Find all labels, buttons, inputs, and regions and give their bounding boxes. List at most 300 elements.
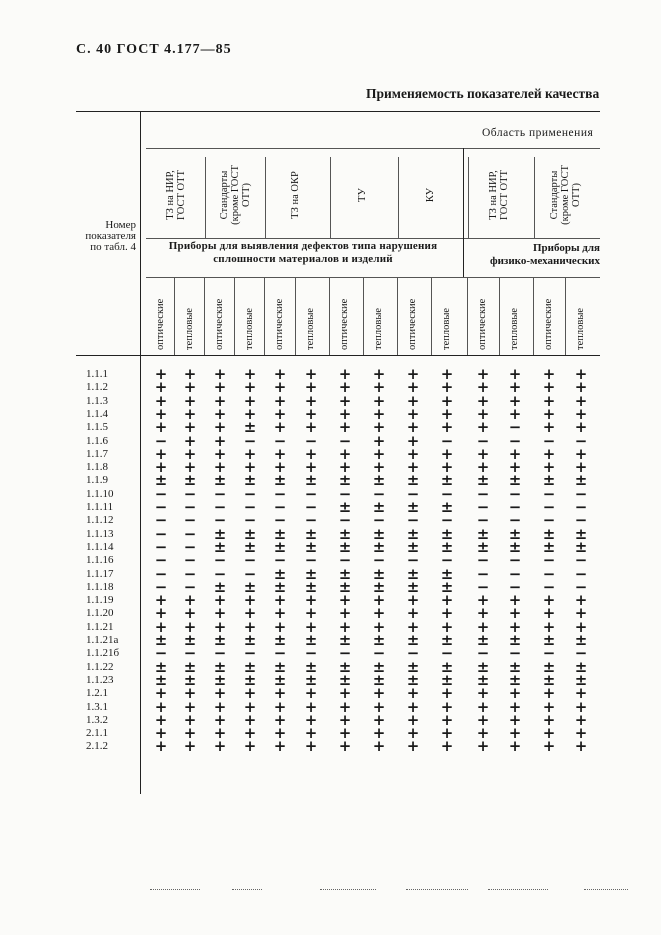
table-cell: − <box>183 511 197 530</box>
table-cell: + <box>508 617 522 636</box>
row-label: 1.1.16 <box>86 554 114 567</box>
table-cell: ± <box>440 564 454 583</box>
table-cell: + <box>542 591 556 610</box>
sub-column-divider <box>533 278 534 355</box>
table-cell: + <box>243 737 257 756</box>
table-cell: + <box>508 444 522 463</box>
sub-column-label: оптические <box>477 298 488 350</box>
table-cell: − <box>476 498 490 516</box>
table-cell: − <box>476 511 490 530</box>
sub-column-divider <box>467 278 468 355</box>
group-label-line: физико-механических <box>489 255 600 267</box>
table-cell: + <box>338 604 352 623</box>
table-cell: − <box>273 484 287 503</box>
table-cell: + <box>213 604 227 623</box>
table-cell: + <box>213 591 227 610</box>
row-label: 1.1.14 <box>86 540 114 553</box>
table-cell: + <box>508 458 522 477</box>
row-label: 1.1.8 <box>86 461 108 474</box>
table-cell: ± <box>243 631 257 649</box>
table-cell: ± <box>154 670 168 689</box>
sub-column-divider <box>329 278 330 355</box>
table-cell: ± <box>273 524 287 543</box>
table-cell: + <box>476 591 490 610</box>
group-label-line: Приборы для выявления дефектов типа нарушения <box>168 240 438 252</box>
table-cell: + <box>304 737 318 756</box>
row-label: 1.1.21 <box>86 620 114 633</box>
table-cell: − <box>273 644 287 663</box>
table-cell: + <box>574 458 588 477</box>
doc-column-label-line: (кроме ГОСТ <box>229 165 241 225</box>
row-label: 2.1.2 <box>86 740 108 753</box>
table-cell: + <box>574 697 588 716</box>
row-label: 1.1.21а <box>86 634 119 646</box>
table-cell: + <box>406 684 420 703</box>
row-label: 2.1.1 <box>86 727 108 740</box>
table-cell: + <box>372 378 386 397</box>
row-header <box>72 220 136 253</box>
table-cell: − <box>542 551 556 570</box>
table-cell: ± <box>476 657 490 676</box>
table-cell: + <box>476 724 490 743</box>
table-cell: ± <box>213 657 227 676</box>
table-cell: + <box>243 365 257 383</box>
table-cell: ± <box>338 564 352 583</box>
table-cell: + <box>154 710 168 729</box>
table-cell: − <box>508 431 522 450</box>
table-cell: + <box>542 724 556 743</box>
table-cell: ± <box>406 577 420 596</box>
table-cell: + <box>243 378 257 397</box>
table-cell: + <box>440 724 454 743</box>
table-cell: + <box>273 391 287 410</box>
table-cell: ± <box>338 471 352 490</box>
table-cell: ± <box>574 657 588 676</box>
sub-column-divider <box>499 278 500 355</box>
table-cell: − <box>372 644 386 663</box>
table-cell: ± <box>542 631 556 649</box>
table-cell: + <box>574 378 588 397</box>
table-cell: − <box>154 577 168 596</box>
table-cell: + <box>154 391 168 410</box>
table-cell: + <box>406 591 420 610</box>
header-bottom-rule <box>76 355 600 356</box>
table-cell: ± <box>213 471 227 490</box>
table-cell: + <box>372 391 386 410</box>
table-cell: ± <box>213 670 227 689</box>
sub-column-divider <box>431 278 432 355</box>
doc-column-label <box>165 156 187 234</box>
sub-column-label: оптические <box>155 298 166 350</box>
table-cell: ± <box>304 670 318 689</box>
table-cell: ± <box>372 471 386 490</box>
table-cell: + <box>338 404 352 423</box>
doc-column-label <box>290 156 301 234</box>
table-cell: + <box>273 444 287 463</box>
table-cell: + <box>476 444 490 463</box>
table-cell: ± <box>476 471 490 490</box>
row-header-line: показателя <box>85 230 136 242</box>
table-cell: + <box>243 591 257 610</box>
table-cell: ± <box>372 564 386 583</box>
table-cell: + <box>243 604 257 623</box>
table-cell: + <box>574 710 588 729</box>
doc-column-label-line: ТЗ на НИР, <box>164 170 176 220</box>
table-cell: + <box>440 365 454 383</box>
table-cell: + <box>338 710 352 729</box>
table-cell: ± <box>273 670 287 689</box>
table-cell: − <box>542 564 556 583</box>
table-cell: + <box>372 604 386 623</box>
table-cell: + <box>304 365 318 383</box>
table-cell: ± <box>508 471 522 490</box>
table-cell: ± <box>508 524 522 543</box>
table-cell: − <box>406 644 420 663</box>
table-cell: + <box>338 444 352 463</box>
table-cell: + <box>273 737 287 756</box>
table-cell: ± <box>508 670 522 689</box>
table-cell: + <box>372 404 386 423</box>
table-cell: − <box>154 551 168 570</box>
row-label: 1.1.17 <box>86 567 114 580</box>
table-cell: − <box>154 524 168 543</box>
doc-column-label <box>425 156 436 234</box>
table-cell: + <box>183 418 197 437</box>
table-cell: + <box>574 684 588 703</box>
scan-speck <box>406 889 468 891</box>
table-cell: + <box>440 391 454 410</box>
table-cell: + <box>304 604 318 623</box>
doc-column-label-line: КУ <box>424 187 436 203</box>
table-cell: + <box>406 724 420 743</box>
table-cell: − <box>574 551 588 570</box>
sub-column-label: оптические <box>543 298 554 350</box>
table-cell: − <box>476 551 490 570</box>
table-cell: + <box>243 684 257 703</box>
table-cell: − <box>574 577 588 596</box>
page-header: С. 40 ГОСТ 4.177—85 <box>76 42 232 57</box>
table-cell: + <box>440 604 454 623</box>
table-cell: − <box>183 498 197 516</box>
table-cell: − <box>338 644 352 663</box>
table-cell: ± <box>440 537 454 556</box>
table-cell: ± <box>508 537 522 556</box>
table-cell: + <box>574 404 588 423</box>
table-cell: + <box>440 458 454 477</box>
table-cell: + <box>542 378 556 397</box>
table-cell: ± <box>243 471 257 490</box>
table-cell: + <box>183 365 197 383</box>
table-cell: − <box>406 551 420 570</box>
table-cell: + <box>338 737 352 756</box>
table-cell: + <box>213 378 227 397</box>
table-cell: ± <box>542 670 556 689</box>
table-cell: ± <box>213 524 227 543</box>
row-label: 1.1.6 <box>86 434 108 447</box>
table-cell: + <box>273 710 287 729</box>
table-cell: + <box>406 378 420 397</box>
table-cell: + <box>273 365 287 383</box>
table-cell: + <box>542 710 556 729</box>
table-cell: ± <box>338 670 352 689</box>
group-label-line: Приборы для <box>532 242 600 254</box>
table-cell: ± <box>304 577 318 596</box>
table-cell: ± <box>542 537 556 556</box>
table-cell: + <box>574 365 588 383</box>
table-cell: + <box>154 591 168 610</box>
table-cell: + <box>338 697 352 716</box>
table-cell: ± <box>338 537 352 556</box>
row-label: 1.1.1 <box>86 368 108 380</box>
table-cell: ± <box>406 524 420 543</box>
sub-column-label: тепловые <box>373 307 384 350</box>
table-cell: + <box>304 617 318 636</box>
sub-column-label: оптические <box>214 298 225 350</box>
table-cell: + <box>304 684 318 703</box>
table-cell: + <box>476 604 490 623</box>
table-cell: ± <box>574 670 588 689</box>
table-cell: + <box>406 617 420 636</box>
table-cell: + <box>508 710 522 729</box>
table-cell: − <box>542 484 556 503</box>
table-cell: + <box>508 697 522 716</box>
table-cell: + <box>183 604 197 623</box>
table-cell: ± <box>183 657 197 676</box>
table-cell: ± <box>304 471 318 490</box>
table-cell: + <box>338 458 352 477</box>
table-cell: − <box>243 498 257 516</box>
table-cell: ± <box>440 657 454 676</box>
table-cell: − <box>304 551 318 570</box>
scan-speck <box>150 889 200 891</box>
scan-speck <box>488 889 548 891</box>
table-cell: + <box>476 710 490 729</box>
table-cell: − <box>243 511 257 530</box>
table-cell: + <box>508 365 522 383</box>
table-cell: − <box>183 577 197 596</box>
table-cell: − <box>154 431 168 450</box>
table-cell: − <box>542 431 556 450</box>
table-cell: ± <box>574 631 588 649</box>
table-cell: + <box>213 737 227 756</box>
table-cell: + <box>273 418 287 437</box>
table-cell: − <box>243 484 257 503</box>
table-cell: + <box>372 444 386 463</box>
table-cell: ± <box>213 537 227 556</box>
table-cell: + <box>273 378 287 397</box>
table-cell: + <box>304 444 318 463</box>
table-cell: + <box>338 591 352 610</box>
table-cell: + <box>406 737 420 756</box>
group-label-physmech <box>470 242 600 268</box>
table-cell: ± <box>542 657 556 676</box>
table-cell: ± <box>243 537 257 556</box>
table-cell: + <box>154 737 168 756</box>
table-cell: − <box>542 644 556 663</box>
table-cell: + <box>574 444 588 463</box>
table-cell: + <box>154 724 168 743</box>
row-label: 1.3.2 <box>86 713 108 726</box>
table-cell: + <box>213 431 227 450</box>
table-cell: + <box>542 617 556 636</box>
table-cell: + <box>213 710 227 729</box>
table-cell: ± <box>406 498 420 516</box>
table-cell: − <box>508 418 522 437</box>
table-cell: − <box>508 498 522 516</box>
sub-column-label: оптические <box>407 298 418 350</box>
table-cell: + <box>542 604 556 623</box>
table-cell: − <box>304 498 318 516</box>
table-cell: ± <box>243 524 257 543</box>
table-cell: + <box>372 418 386 437</box>
table-cell: + <box>338 378 352 397</box>
table-cell: + <box>372 617 386 636</box>
table-cell: + <box>508 404 522 423</box>
table-cell: + <box>338 365 352 383</box>
table-cell: + <box>542 391 556 410</box>
table-cell: ± <box>338 524 352 543</box>
table-cell: + <box>273 458 287 477</box>
sub-column-label: оптические <box>274 298 285 350</box>
table-cell: + <box>406 458 420 477</box>
table-cell: + <box>243 697 257 716</box>
table-cell: − <box>372 551 386 570</box>
table-cell: + <box>542 697 556 716</box>
table-cell: ± <box>154 471 168 490</box>
row-label: 1.1.7 <box>86 447 108 460</box>
doc-column-divider <box>534 157 535 238</box>
table-cell: + <box>574 418 588 437</box>
table-cell: − <box>440 431 454 450</box>
table-cell: ± <box>273 471 287 490</box>
table-cell: − <box>213 644 227 663</box>
table-cell: + <box>542 404 556 423</box>
table-cell: + <box>243 444 257 463</box>
table-cell: − <box>508 577 522 596</box>
table-cell: + <box>183 684 197 703</box>
table-cell: ± <box>338 577 352 596</box>
table-cell: − <box>183 644 197 663</box>
table-cell: + <box>406 697 420 716</box>
table-cell: − <box>154 511 168 530</box>
table-cell: + <box>440 710 454 729</box>
table-cell: + <box>338 418 352 437</box>
table-cell: + <box>440 418 454 437</box>
sub-column-divider <box>295 278 296 355</box>
table-cell: − <box>574 498 588 516</box>
table-cell: + <box>542 365 556 383</box>
table-cell: ± <box>372 537 386 556</box>
doc-column-label-line: ОТТ) <box>240 183 252 207</box>
table-cell: ± <box>304 564 318 583</box>
table-cell: − <box>338 551 352 570</box>
table-cell: − <box>574 511 588 530</box>
table-cell: + <box>508 378 522 397</box>
table-cell: + <box>273 404 287 423</box>
table-cell: + <box>508 591 522 610</box>
table-cell: − <box>440 644 454 663</box>
group-divider <box>463 148 464 278</box>
row-label: 1.1.20 <box>86 607 114 620</box>
table-cell: ± <box>304 657 318 676</box>
table-cell: + <box>440 378 454 397</box>
table-cell: + <box>372 684 386 703</box>
table-cell: ± <box>372 498 386 516</box>
table-cell: − <box>304 484 318 503</box>
group-rule <box>146 238 600 239</box>
table-cell: − <box>213 511 227 530</box>
table-cell: + <box>154 378 168 397</box>
table-cell: + <box>183 591 197 610</box>
sub-column-divider <box>264 278 265 355</box>
table-cell: + <box>542 737 556 756</box>
table-cell: + <box>372 458 386 477</box>
table-cell: ± <box>273 631 287 649</box>
application-area-label: Область применения <box>482 127 594 139</box>
table-cell: − <box>542 511 556 530</box>
table-cell: + <box>476 378 490 397</box>
table-cell: + <box>406 418 420 437</box>
table-cell: + <box>213 404 227 423</box>
sub-column-label: тепловые <box>305 307 316 350</box>
row-label: 1.1.3 <box>86 394 108 407</box>
table-cell: + <box>213 617 227 636</box>
row-label: 1.3.1 <box>86 700 108 713</box>
doc-column-label-line: ТЗ на НИР, <box>488 170 499 220</box>
doc-column-label <box>488 156 510 234</box>
table-cell: + <box>183 617 197 636</box>
table-top-rule <box>76 111 600 112</box>
table-cell: ± <box>273 564 287 583</box>
table-cell: + <box>338 617 352 636</box>
table-cell: + <box>213 697 227 716</box>
table-cell: − <box>213 551 227 570</box>
table-cell: + <box>273 697 287 716</box>
table-cell: − <box>213 484 227 503</box>
table-cell: + <box>154 458 168 477</box>
table-cell: + <box>476 365 490 383</box>
doc-column-divider <box>205 157 206 238</box>
row-label: 1.1.22 <box>86 660 114 673</box>
table-cell: ± <box>304 537 318 556</box>
doc-column-divider <box>468 157 469 238</box>
table-cell: ± <box>406 657 420 676</box>
table-cell: − <box>273 511 287 530</box>
table-cell: + <box>243 617 257 636</box>
table-cell: ± <box>273 537 287 556</box>
table-cell: − <box>183 524 197 543</box>
table-cell: + <box>338 684 352 703</box>
table-cell: ± <box>213 631 227 649</box>
table-cell: + <box>440 404 454 423</box>
doc-column-label-line: ГОСТ ОТТ <box>175 170 187 220</box>
table-cell: + <box>508 684 522 703</box>
table-cell: ± <box>574 537 588 556</box>
table-cell: + <box>542 418 556 437</box>
table-cell: ± <box>574 524 588 543</box>
table-cell: − <box>304 431 318 450</box>
table-cell: + <box>273 591 287 610</box>
doc-column-label-line: (кроме ГОСТ <box>559 165 571 225</box>
table-cell: − <box>508 551 522 570</box>
table-cell: ± <box>243 670 257 689</box>
table-cell: ± <box>183 471 197 490</box>
table-cell: ± <box>440 524 454 543</box>
table-cell: ± <box>273 577 287 596</box>
sub-column-label: тепловые <box>244 307 255 350</box>
table-cell: ± <box>183 670 197 689</box>
table-cell: − <box>574 431 588 450</box>
